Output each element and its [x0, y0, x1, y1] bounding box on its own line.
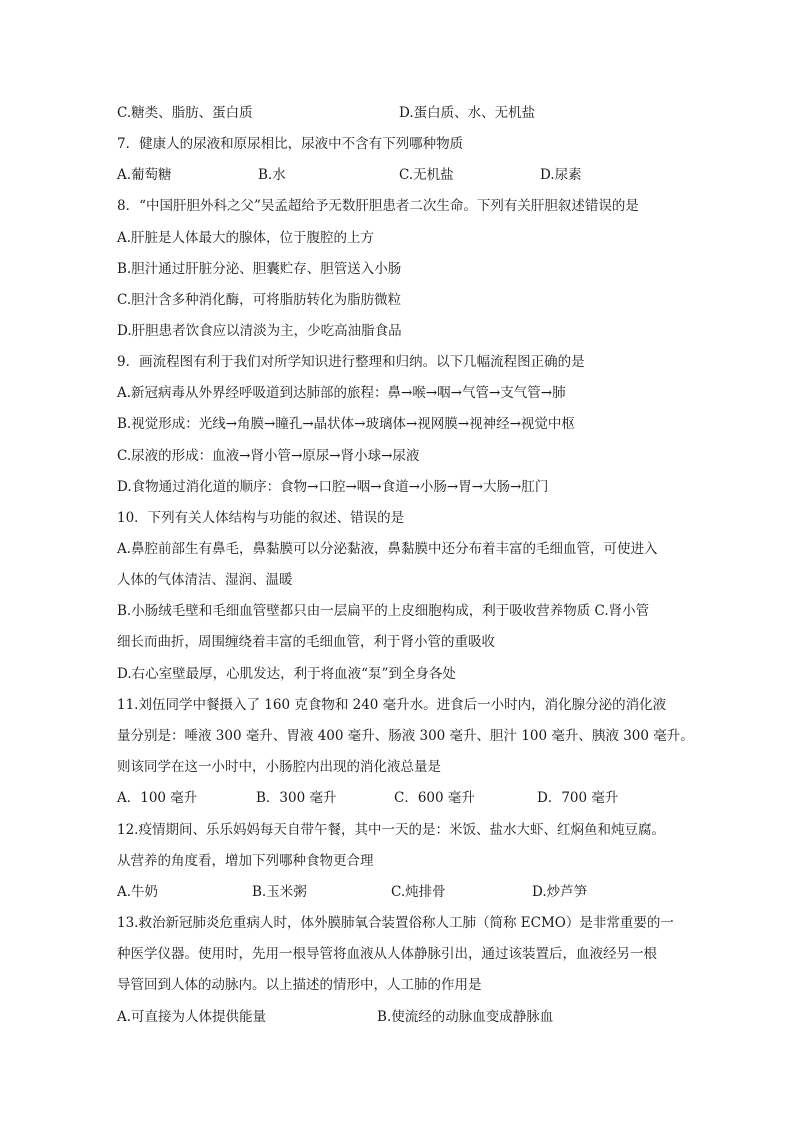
- q9-option-d: D.食物通过消化道的顺序：食物→口腔→咽→食道→小肠→胃→大肠→肛门: [117, 479, 549, 495]
- q13-stem-line1: 13.救治新冠肺炎危重病人时，体外膜肺氧合装置俗称人工肺（简称 ECMO）是非常重要的一: [117, 915, 674, 931]
- q11-option-d: D．700 毫升: [537, 790, 619, 806]
- q13-option-b: B.使流经的动脉血变成静脉血: [377, 1009, 554, 1025]
- q12-option-a: A.牛奶: [117, 884, 159, 900]
- q11-stem-line3: 则该同学在这一小时中，小肠腔内出现的消化液总量是: [117, 759, 441, 775]
- q13-stem-line2: 种医学仪器。使用时，先用一根导管将血液从人体静脉引出，通过该装置后，血液经另一根: [117, 946, 657, 962]
- q12-option-b: B.玉米粥: [252, 884, 307, 900]
- q12-stem-line1: 12.疫情期间、乐乐妈妈每天自带午餐，其中一天的是：米饭、盐水大虾、红焖鱼和炖豆腐。: [117, 822, 665, 838]
- q10-option-b-line2: 细长而曲折，周围缠绕着丰富的毛细血管，利于肾小管的重吸收: [117, 634, 495, 650]
- q6-option-d: D.蛋白质、水、无机盐: [399, 105, 536, 121]
- q11-option-b: B．300 毫升: [256, 790, 337, 806]
- q11-stem-line2: 量分别是：唾液 300 毫升、胃液 400 毫升、肠液 300 毫升、胆汁 100 毫升、胰液 300 毫升。: [117, 728, 694, 744]
- q11-option-a: A．100 毫升: [117, 790, 198, 806]
- q10-option-a-line2: 人体的气体清洁、湿润、温暖: [117, 572, 293, 588]
- q9-option-a: A.新冠病毒从外界经呼吸道到达肺部的旅程：鼻→喉→咽→气管→支气管→肺: [117, 385, 566, 401]
- q9-option-b: B.视觉形成：光线→角膜→瞳孔→晶状体→玻璃体→视网膜→视神经→视觉中枢: [117, 416, 575, 432]
- q8-option-b: B.胆汁通过肝脏分泌、胆囊贮存、胆管送入小肠: [117, 261, 402, 277]
- q12-option-c: C.炖排骨: [391, 884, 446, 900]
- q12-option-d: D.炒芦笋: [532, 884, 588, 900]
- q7-option-c: C.无机盐: [399, 167, 454, 183]
- q8-option-a: A.肝脏是人体最大的腺体，位于腹腔的上方: [117, 230, 375, 246]
- q12-stem-line2: 从营养的角度看，增加下列哪种食物更合理: [117, 853, 374, 869]
- q8-stem: 8．“中国肝胆外科之父”吴孟超给予无数肝胆患者二次生命。下列有关肝胆叙述错误的是: [117, 198, 639, 214]
- q13-stem-line3: 导管回到人体的动脉内。以上描述的情形中，人工肺的作用是: [117, 977, 482, 993]
- q10-option-a-line1: A.鼻腔前部生有鼻毛，鼻黏膜可以分泌黏液，鼻黏膜中还分布着丰富的毛细血管，可使进入: [117, 541, 658, 557]
- q13-option-a: A.可直接为人体提供能量: [117, 1009, 267, 1025]
- q7-stem: 7．健康人的尿液和原尿相比，尿液中不含有下列哪种物质: [117, 136, 464, 152]
- q8-option-c: C.胆汁含多种消化酶，可将脂肪转化为脂肪微粒: [117, 292, 402, 308]
- q7-option-b: B.水: [258, 167, 286, 183]
- q9-stem: 9．画流程图有利于我们对所学知识进行整理和归纳。以下几幅流程图正确的是: [117, 354, 585, 370]
- q7-option-a: A.葡萄糖: [117, 167, 172, 183]
- q10-option-d: D.右心室壁最厚，心肌发达，利于将血液“泵”到全身各处: [117, 666, 456, 682]
- q8-option-d: D.肝胆患者饮食应以清淡为主，少吃高油脂食品: [117, 323, 402, 339]
- q11-option-c: C．600 毫升: [394, 790, 475, 806]
- q6-option-c: C.糖类、脂肪、蛋白质: [117, 105, 253, 121]
- q7-option-d: D.尿素: [540, 167, 582, 183]
- q10-stem: 10．下列有关人体结构与功能的叙述、错误的是: [117, 510, 405, 526]
- q11-stem-line1: 11.刘伍同学中餐摄入了 160 克食物和 240 毫升水。进食后一小时内，消化腺分泌的消化液: [117, 697, 667, 713]
- q10-option-b-line1: B.小肠绒毛壁和毛细血管壁都只由一层扁平的上皮细胞构成，利于吸收营养物质 C.肾小管: [117, 603, 650, 619]
- q9-option-c: C.尿液的形成：血液→肾小管→原尿→肾小球→尿液: [117, 448, 420, 464]
